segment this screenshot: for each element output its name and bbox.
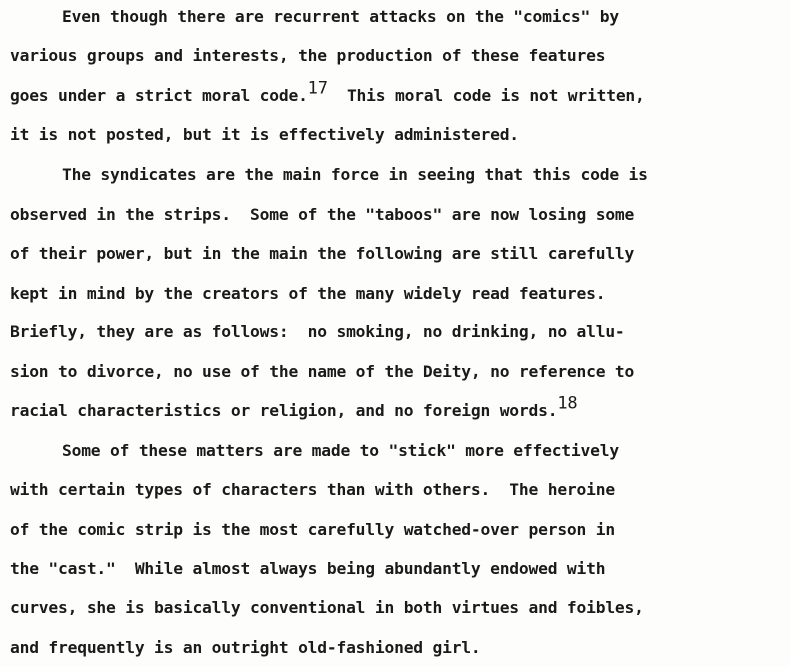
- text-line: Even though there are recurrent attacks on the "comics" by: [62, 7, 619, 26]
- text-segment: racial characteristics or religion, and no foreign words.: [10, 401, 558, 420]
- text-line: Briefly, they are as follows: no smoking, no drinking, no allu-: [10, 322, 625, 341]
- text-line: The syndicates are the main force in seeing that this code is: [62, 165, 648, 184]
- text-line: kept in mind by the creators of the many widely read features.: [10, 284, 606, 303]
- footnote-marker: 18: [557, 393, 578, 414]
- text-line: [10, 393, 578, 421]
- text-line: of their power, but in the main the following are still carefully: [10, 244, 635, 263]
- text-line: various groups and interests, the production of these features: [10, 46, 606, 65]
- text-line: curves, she is basically conventional in both virtues and foibles,: [10, 598, 644, 617]
- text-line: Some of these matters are made to "stick" more effectively: [62, 441, 619, 460]
- text-line: sion to divorce, no use of the name of the Deity, no reference to: [10, 362, 635, 381]
- footnote-marker: 17: [307, 78, 328, 99]
- text-segment: This moral code is not written,: [327, 86, 645, 105]
- text-line: it is not posted, but it is effectively administered.: [10, 125, 519, 144]
- text-line: observed in the strips. Some of the "taboos" are now losing some: [10, 205, 635, 224]
- text-line: and frequently is an outright old-fashioned girl.: [10, 638, 481, 657]
- text-line: [10, 78, 645, 106]
- text-line: with certain types of characters than with others. The heroine: [10, 480, 615, 499]
- text-line: the "cast." While almost always being abundantly endowed with: [10, 559, 606, 578]
- text-segment: goes under a strict moral code.: [10, 86, 308, 105]
- text-line: of the comic strip is the most carefully watched-over person in: [10, 520, 615, 539]
